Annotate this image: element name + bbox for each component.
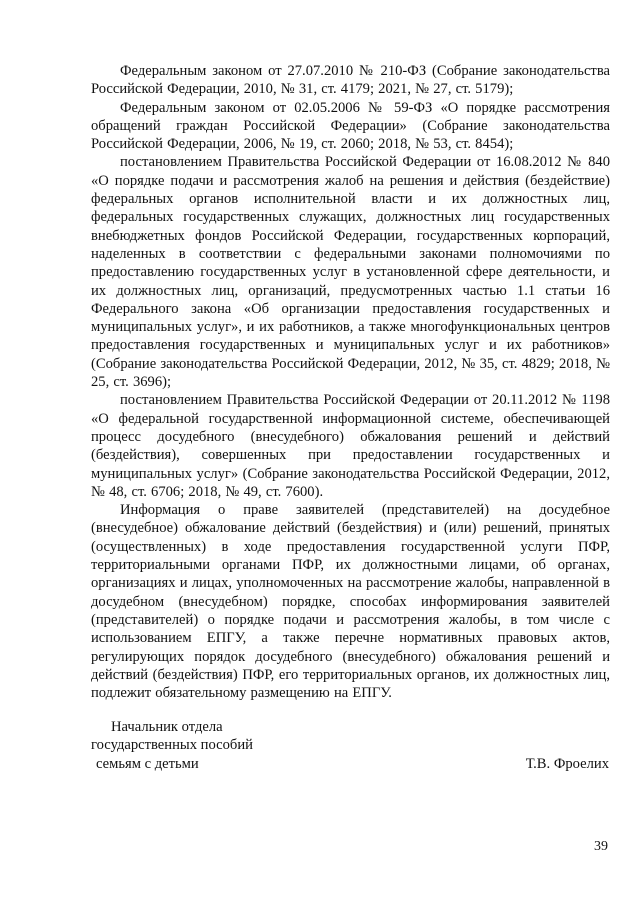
paragraph-federal-law-210fz: Федеральным законом от 27.07.2010 № 210-ФЗ (Собрание законодательства Российской Федерации, 2010, № 31, ст. 4179; 2021, № 27, ст. 5179);: [91, 63, 610, 98]
paragraph-government-decree-840: постановлением Правительства Российской Федерации от 16.08.2012 № 840 «О порядке подачи и рассмотрения жалоб на решения и действия (бездействие) федеральных органов исполнительной власти и их должностных лиц, федеральных государственных служащих, должностных лиц государственных внебюджетных фондов Российской Федерации, государственных корпораций, наделенных в соответствии с федеральными законами полномочиями по предоставлению государственных услуг в установленной сфере деятельности, и их должностных лиц, организаций, предусмотренных частью 1.1 статьи 16 Федерального закона «Об организации предоставления государственных и муниципальных услуг», и их работников, а также многофункциональных центров предоставления государственных и муниципальных услуг и их работников» (Собрание законодательства Российской Федерации, 2012, № 35, ст. 4829; 2018, № 25, ст. 3696);: [91, 154, 610, 391]
signatory-name: Т.В. Фроелих: [525, 755, 609, 772]
paragraph-appeal-information: Информация о праве заявителей (представителей) на досудебное (внесудебное) обжалование действий (бездействия) и (или) решений, принятых (осуществленных) в ходе предоставления государственной услуги ПФР, территориальными органами ПФР, их должностными лицами, об органах, организациях и лицах, уполномоченных на рассмотрение жалобы, направленной в досудебном (внесудебном) порядке, способах информирования заявителей (представителей) о порядке подачи и рассмотрения жалобы, в том числе с использованием ЕПГУ, а также перечне нормативных правовых актов, регулирующих порядок досудебного (внесудебного) обжалования решений и действий (бездействия) ПФР, его территориальных органов, их должностных лиц, подлежит обязательному размещению на ЕПГУ.: [91, 502, 610, 702]
document-body: [91, 62, 610, 702]
signature-block: [91, 718, 610, 773]
signatory-title-line-3: семьям с детьми: [96, 755, 199, 772]
signatory-title-line-1: Начальник отдела: [111, 719, 223, 735]
paragraph-federal-law-59fz: Федеральным законом от 02.05.2006 № 59-ФЗ «О порядке рассмотрения обращений граждан Российской Федерации» (Собрание законодательства Российской Федерации, 2006, № 19, ст. 2060; 2018, № 53, ст. 8454);: [91, 99, 610, 153]
signatory-title-line-2: государственных пособий: [91, 737, 253, 754]
page-number: 39: [594, 839, 608, 854]
paragraph-government-decree-1198: постановлением Правительства Российской Федерации от 20.11.2012 № 1198 «О федеральной государственной информационной системе, обеспечивающей процесс досудебного (внесудебного) обжалования решений и действий (бездействия), совершенных при предоставлении государственных и муниципальных услуг» (Собрание законодательства Российской Федерации, 2012, № 48, ст. 6706; 2018, № 49, ст. 7600).: [91, 392, 610, 500]
